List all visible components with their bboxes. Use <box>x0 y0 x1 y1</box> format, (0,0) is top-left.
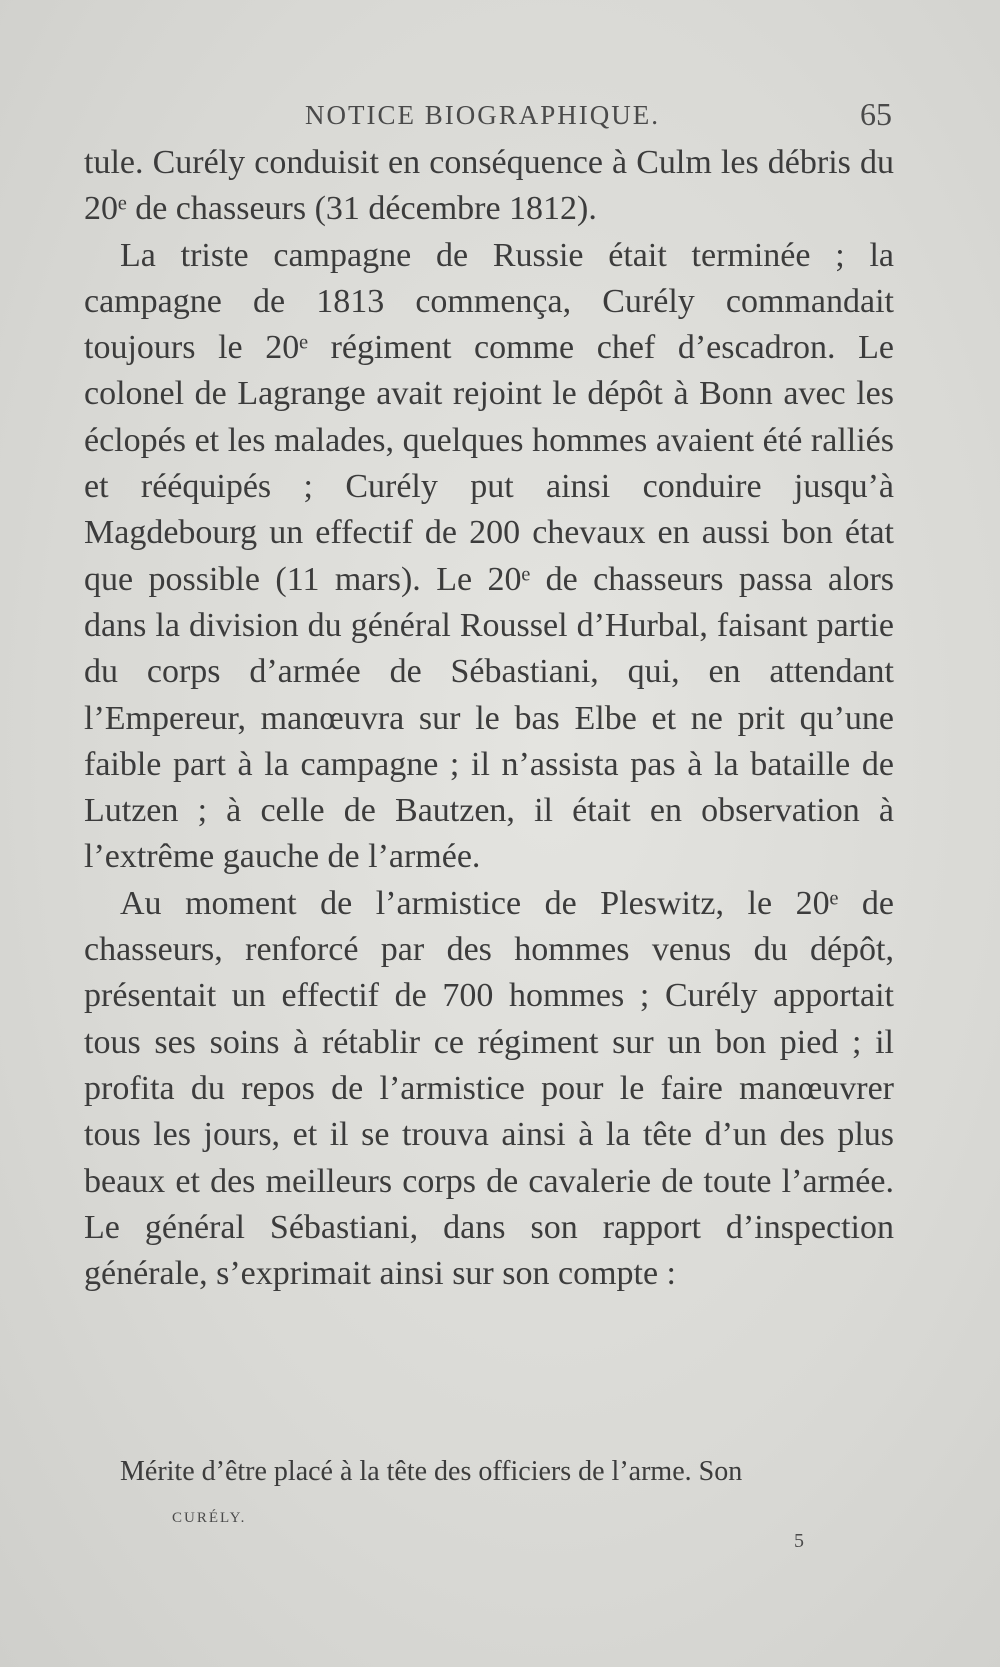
page-number: 65 <box>860 96 892 132</box>
block-quote: Mérite d’être placé à la tête des officiers de l’arme. Son <box>120 1456 743 1487</box>
paragraph: Au moment de l’armistice de Pleswitz, le 20ᵉ de chasseurs, renforcé par des hommes venus du dépôt, présentait un effectif de 700 hommes ; Curély apportait tous ses soins à rétablir ce régiment sur un bon pied ; il profita du repos de l’armistice pour le faire manœuvrer tous les jours, et il se trouva ainsi à la tête d’un des plus beaux et des meilleurs corps de cavalerie de toute l’armée. Le général Sébastiani, dans son rapport d’inspection générale, s’exprimait ainsi sur son compte : <box>84 884 894 1293</box>
paragraph: tule. Curély conduisit en conséquence à Culm les débris du 20ᵉ de chasseurs (31 décembre 1812). <box>84 144 894 228</box>
sheet-number: 5 <box>794 1530 804 1552</box>
signature-mark: CURÉLY. <box>172 1510 247 1526</box>
page-header <box>0 96 1000 140</box>
body-text <box>84 140 894 1297</box>
paragraph: La triste campagne de Russie était terminée ; la campagne de 1813 commença, Curély commandait toujours le 20ᵉ régiment comme chef d’escadron. Le colonel de Lagrange avait rejoint le dépôt à Bonn avec les éclopés et les malades, quelques hommes avaient été ralliés et rééquipés ; Curély put ainsi conduire jusqu’à Magdebourg un effectif de 200 chevaux en aussi bon état que possible (11 mars). Le 20ᵉ de chasseurs passa alors dans la division du général Roussel d’Hurbal, faisant partie du corps d’armée de Sébastiani, qui, en attendant l’Empereur, manœuvra sur le bas Elbe et ne prit qu’une faible part à la campagne ; il n’assista pas à la bataille de Lutzen ; à celle de Bautzen, il était en observation à l’extrême gauche de l’armée. <box>84 236 894 876</box>
running-title: NOTICE BIOGRAPHIQUE. <box>305 100 660 130</box>
